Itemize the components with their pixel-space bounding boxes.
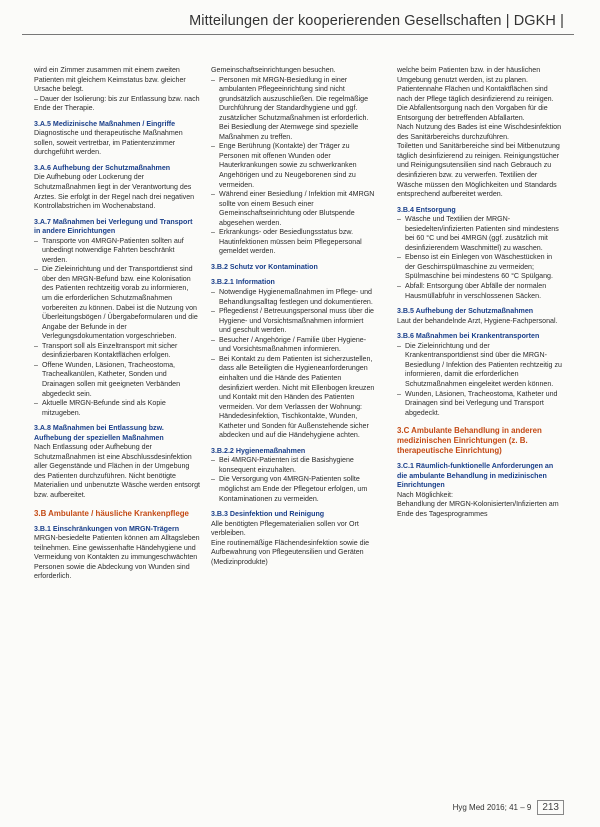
- header-rule: [22, 34, 574, 35]
- paragraph: wird ein Zimmer zusammen mit einem zweiten Patienten mit gleichem Keimstatus bzw. gleicher Ursache belegt.: [34, 66, 186, 94]
- paragraph: Nach Nutzung des Bades ist eine Wischdesinfektion des Sanitärbereichs durchzuführen.: [397, 123, 562, 141]
- paragraph: Alle benötigten Pflegematerialien sollen vor Ort verbleiben.: [211, 519, 359, 538]
- section-heading-major: 3.B Ambulante / häusliche Krankenpflege: [34, 508, 189, 518]
- bullet-list: [397, 215, 563, 301]
- list-item: – Während einer Besiedlung / Infektion mit 4MRGN sollte von einem Besuch einer Gemeinschaftseinrichtung oder Blutspende abgesehen werden.: [211, 190, 377, 228]
- list-item: – Notwendige Hygienemaßnahmen im Pflege- und Behandlungsalltag festlegen und dokumentieren.: [211, 288, 377, 307]
- list-item: – Pflegedienst / Betreuungspersonal muss über die Hygiene- und Vorsichtsmaßnahmen informiert und geschult werden.: [211, 307, 377, 336]
- list-item: – Die Versorgung von 4MRGN-Patienten sollte möglichst am Ende der Pflegetour erfolgen, um Kontaminationen zu vermeiden.: [211, 475, 377, 504]
- bullet-list: [211, 288, 377, 441]
- paragraph: Behandlung der MRGN-Kolonisierten/Infizierten am Ende des Tagesprogrammes: [397, 500, 559, 518]
- paragraph: Toiletten und Sanitärbereiche sind bei Mitbenutzung täglich desinfizierend zu reinigen. Reinigungstücher und Reinigungsutensilien sind nach Gebrauch zu desinfizieren bzw. zu verwerfen. Textilien der Wäsche müssen den Möglichkeiten und Standards entsprechend aufbereitet werden.: [397, 142, 560, 199]
- paragraph: Diagnostische und therapeutische Maßnahmen sollen, soweit vertretbar, im Patientenzimmer durchgeführt werden.: [34, 129, 183, 157]
- column-1: [34, 66, 200, 582]
- section-heading: 3.A.7 Maßnahmen bei Verlegung und Transport in andere Einrichtungen: [34, 217, 193, 236]
- paragraph: MRGN-besiedelte Patienten können am Alltagsleben teilnehmen. Eine gewissenhafte Händehygiene und Vermeidung von Kontakten zu immungeschwächten Personen sowie die Abdeckung von Wunden sind erforderlich.: [34, 534, 200, 581]
- section-heading-major: 3.C Ambulante Behandlung in anderen medizinischen Einrichtungen (z. B. therapeutische Einrichtung): [397, 426, 542, 456]
- list-item: – Abfall: Entsorgung über Abfälle der normalen Hausmüllabfuhr in verschlossenen Säcken.: [397, 282, 563, 301]
- list-item: – Offene Wunden, Läsionen, Tracheostoma, Trachealkanülen, Katheter, Sonden und Drainagen sollen mit geeigneten Verbänden abgedeckt sein.: [34, 361, 200, 399]
- paragraph: Eine routinemäßige Flächendesinfektion sowie die Aufbewahrung von Pflegeutensilien und Geräten (Medizinprodukte): [211, 538, 370, 566]
- section-heading: 3.B.2.2 Hygienemaßnahmen: [211, 446, 306, 455]
- list-item: – Besucher / Angehörige / Familie über Hygiene- und Vorsichtsmaßnahmen informieren.: [211, 336, 377, 355]
- section-heading: 3.A.5 Medizinische Maßnahmen / Eingriffe: [34, 119, 176, 128]
- list-item: – Aktuelle MRGN-Befunde sind als Kopie mitzugeben.: [34, 399, 200, 418]
- section-heading: 3.B.3 Desinfektion und Reinigung: [211, 510, 325, 519]
- section-heading: 3.B.2.1 Information: [211, 278, 275, 287]
- paragraph: Gemeinschaftseinrichtungen besuchen.: [211, 66, 336, 74]
- list-item: – Erkrankungs- oder Besiedlungsstatus bzw. Hautinfektionen müssen beim Pflegepersonal gemeldet werden.: [211, 228, 377, 257]
- section-heading: 3.B.4 Entsorgung: [397, 205, 456, 214]
- journal-citation: Hyg Med 2016; 41 – 9: [452, 803, 532, 812]
- list-item: – Die Zieleinrichtung und der Transportdienst sind über den MRGN-Befund bzw. eine Kolonisation des Patienten rechtzeitig vorab zu informieren, um die erforderlichen Schutzmaßnahmen vorbereiten zu können. Dabei ist die Nutzung von Überleitungsbögen / Übergabeformularen und die Angabe der Befunde in der Verlegungsdokumentation vorgeschrieben.: [34, 265, 200, 341]
- list-item: – Bei 4MRGN-Patienten ist die Basishygiene konsequent einzuhalten.: [211, 456, 377, 475]
- section-heading: 3.A.6 Aufhebung der Schutzmaßnahmen: [34, 163, 171, 172]
- bullet-list: [34, 237, 200, 418]
- section-heading: 3.B.5 Aufhebung der Schutzmaßnahmen: [397, 307, 534, 316]
- list-item: – Wäsche und Textilien der MRGN-besiedelten/infizierten Patienten sind mindestens bei 60 °C und bei 4MRGN (ggf. zusätzlich mit desinfizierendem Waschmittel) zu waschen.: [397, 215, 563, 253]
- section-heading: 3.B.2 Schutz vor Kontamination: [211, 262, 318, 271]
- page-number: 213: [537, 800, 564, 815]
- paragraph: welche beim Patienten bzw. in der häuslichen Umgebung genutzt werden, ist zu planen. Patientennahe Flächen und Kontaktflächen sind nach der Pflege täglich desinfizierend zu reinigen. Die Abfallentsorgung nach den Vorgaben für die Entsorgung der betreffenden Abfallarten.: [397, 66, 554, 122]
- list-item: – Transport soll als Einzeltransport mit sicher desinfizierbaren Kontaktflächen erfolgen.: [34, 342, 200, 361]
- list-item: – Die Zieleinrichtung und der Krankentransportdienst sind über die MRGN-Besiedlung / Infektion des Patienten rechtzeitig zu informieren, damit die erforderlichen Schutzmaßnahmen eingeleitet werden können.: [397, 342, 563, 390]
- list-item: – Bei Kontakt zu dem Patienten ist sicherzustellen, dass alle Beteiligten die Hygieneanforderungen einhalten und die Hände des Patienten desinfiziert werden. Nicht mit Ellenbogen kreuzen und Kontakt mit den Händen des Patienten vermeiden. Vor dem Verlassen der Wohnung: Händedesinfektion, Tischkontakte, Wunden, Katheter und Sonden für Außenstehende sicher abdecken und auf die Händehygiene achten.: [211, 355, 377, 441]
- list-item: – Wunden, Läsionen, Tracheostoma, Katheter und Drainagen sind bei Verlegung und Transport abgedeckt.: [397, 390, 563, 419]
- list-item: – Personen mit MRGN-Besiedlung in einer ambulanten Pflegeeinrichtung sind nicht grundsätzlich auszuschließen. Die regelmäßige Durchführung der Standardhygiene und ggf. zusätzlicher Schutzmaßnahmen ist erforderlich. Bei Besiedlung der Atemwege sind spezielle Maßnahmen zu treffen.: [211, 76, 377, 143]
- list-item: – Ebenso ist ein Einlegen von Wäschestücken in der Geschirrspülmaschine zu vermeiden; Spülmaschine bei mindestens 60 °C Spülgang.: [397, 253, 563, 282]
- paragraph: Laut der behandelnde Arzt, Hygiene-Fachpersonal.: [397, 316, 558, 325]
- bullet-list: [211, 456, 377, 504]
- column-3: [397, 66, 563, 519]
- bullet-list: [211, 76, 377, 257]
- bullet-list: [397, 342, 563, 418]
- paragraph: Nach Möglichkeit:: [397, 490, 453, 499]
- section-heading: 3.B.6 Maßnahmen bei Krankentransporten: [397, 332, 540, 341]
- section-heading: 3.B.1 Einschränkungen von MRGN-Trägern: [34, 524, 180, 533]
- paragraph: Die Aufhebung oder Lockerung der Schutzmaßnahmen liegt in der Verantwortung des Arztes. Sie erfolgt in der Regel nach drei negativen Kontrollabstrichen im Wochenabstand.: [34, 173, 195, 211]
- list-item: – Enge Berührung (Kontakte) der Träger zu Personen mit offenen Wunden oder Hauterkrankungen sowie zu schwerkranken Angehörigen und zu Neugeborenen sind zu vermeiden.: [211, 142, 377, 190]
- section-heading: 3.A.8 Maßnahmen bei Entlassung bzw. Aufhebung der speziellen Maßnahmen: [34, 424, 164, 442]
- section-heading: 3.C.1 Räumlich-funktionelle Anforderungen an die ambulante Behandlung in medizinischen Einrichtungen: [397, 462, 554, 490]
- header-title: Mitteilungen der kooperierenden Gesellschaften | DGKH |: [189, 13, 564, 29]
- page-footer: [453, 800, 564, 815]
- paragraph: – Dauer der Isolierung: bis zur Entlassung bzw. nach Ende der Therapie.: [34, 94, 200, 113]
- column-2: [211, 66, 377, 567]
- list-item: – Transporte von 4MRGN-Patienten sollten auf unbedingt notwendige Fahrten beschränkt werden.: [34, 237, 200, 266]
- page-header: [0, 0, 600, 40]
- paragraph: Nach Entlassung oder Aufhebung der Schutzmaßnahmen ist eine Abschlussdesinfektion aller Gegenstände und Flächen in der Umgebung des Patienten durchzuführen. Nicht benötigte Materialien und unbenutzte Wäsche werden entsorgt bzw. aufbereitet.: [34, 443, 201, 499]
